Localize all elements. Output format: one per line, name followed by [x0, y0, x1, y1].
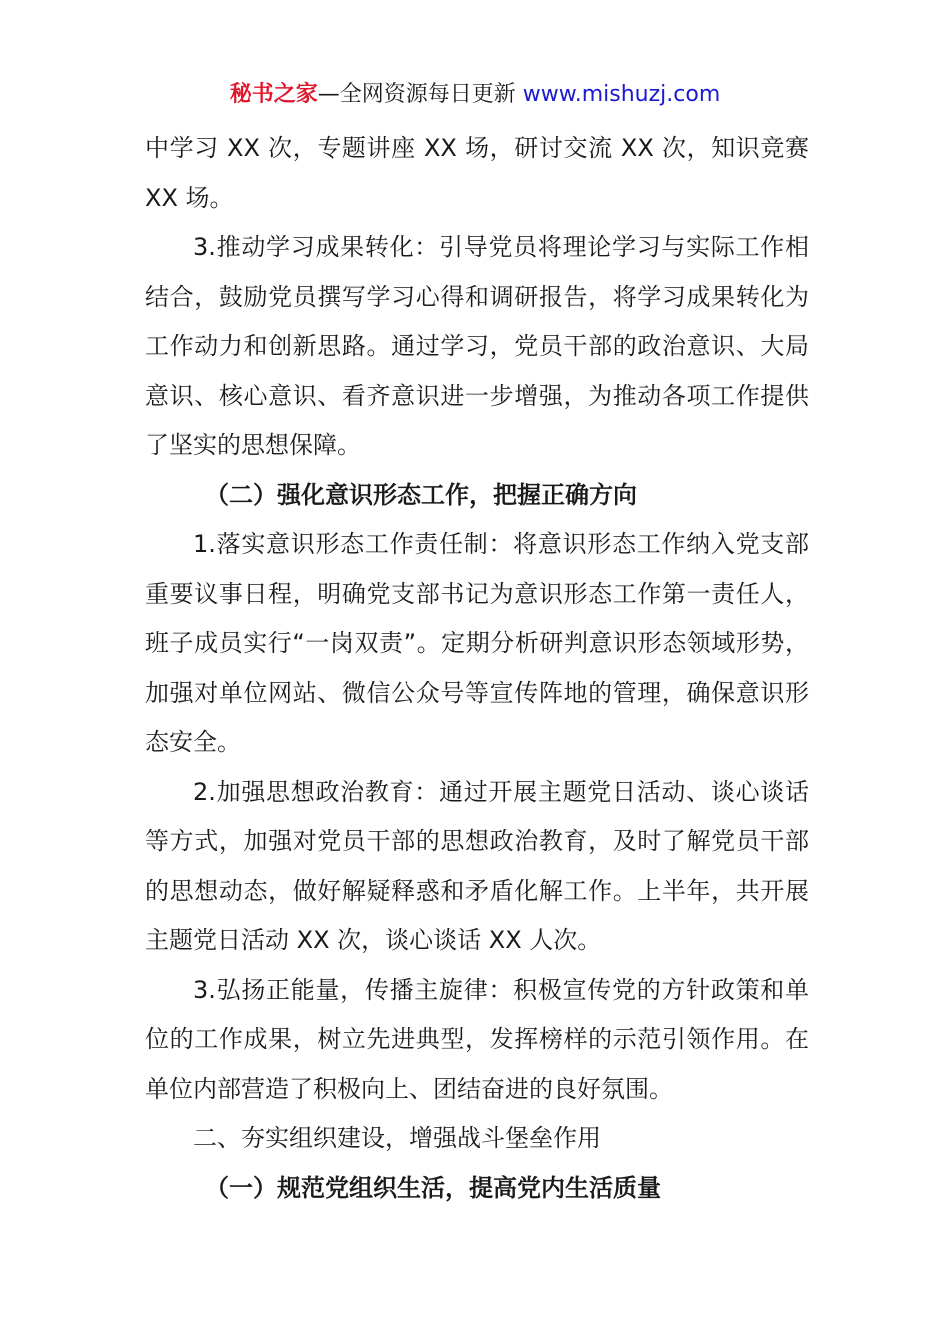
paragraph-2-3: 3.弘扬正能量，传播主旋律：积极宣传党的方针政策和单位的工作成果，树立先进典型，发挥榜样的示范引领作用。在单位内部营造了积极向上、团结奋进的良好氛围。 — [145, 975, 809, 1103]
subheading-2: （二）强化意识形态工作，把握正确方向 — [205, 480, 637, 509]
header-site-url[interactable]: www.mishuzj.com — [522, 82, 721, 107]
header-tagline: —全网资源每日更新 — [317, 82, 523, 107]
paragraph-1-3: 3.推动学习成果转化：引导党员将理论学习与实际工作相结合，鼓励党员撰写学习心得和调研报告，将学习成果转化为工作动力和创新思路。通过学习，党员干部的政治意识、大局意识、核心意识、看齐意识进一步增强，为推动各项工作提供了坚实的思想保障。 — [145, 233, 809, 459]
document-body — [145, 124, 809, 1213]
section-heading-2: 二、夯实组织建设，增强战斗堡垒作用 — [193, 1124, 601, 1152]
page-header — [0, 80, 950, 110]
paragraph-continued: 中学习 XX 次，专题讲座 XX 场，研讨交流 XX 次，知识竞赛 XX 场。 — [145, 134, 809, 212]
header-brand: 秘书之家 — [229, 82, 318, 107]
subheading-2-1: （一）规范党组织生活，提高党内生活质量 — [205, 1173, 661, 1202]
paragraph-2-1: 1.落实意识形态工作责任制：将意识形态工作纳入党支部重要议事日程，明确党支部书记为意识形态工作第一责任人，班子成员实行“一岗双责”。定期分析研判意识形态领域形势，加强对单位网站、微信公众号等宣传阵地的管理，确保意识形态安全。 — [145, 530, 809, 756]
paragraph-2-2: 2.加强思想政治教育：通过开展主题党日活动、谈心谈话等方式，加强对党员干部的思想政治教育，及时了解党员干部的思想动态，做好解疑释惑和矛盾化解工作。上半年，共开展主题党日活动 XX 次，谈心谈话 XX 人次。 — [145, 777, 809, 954]
